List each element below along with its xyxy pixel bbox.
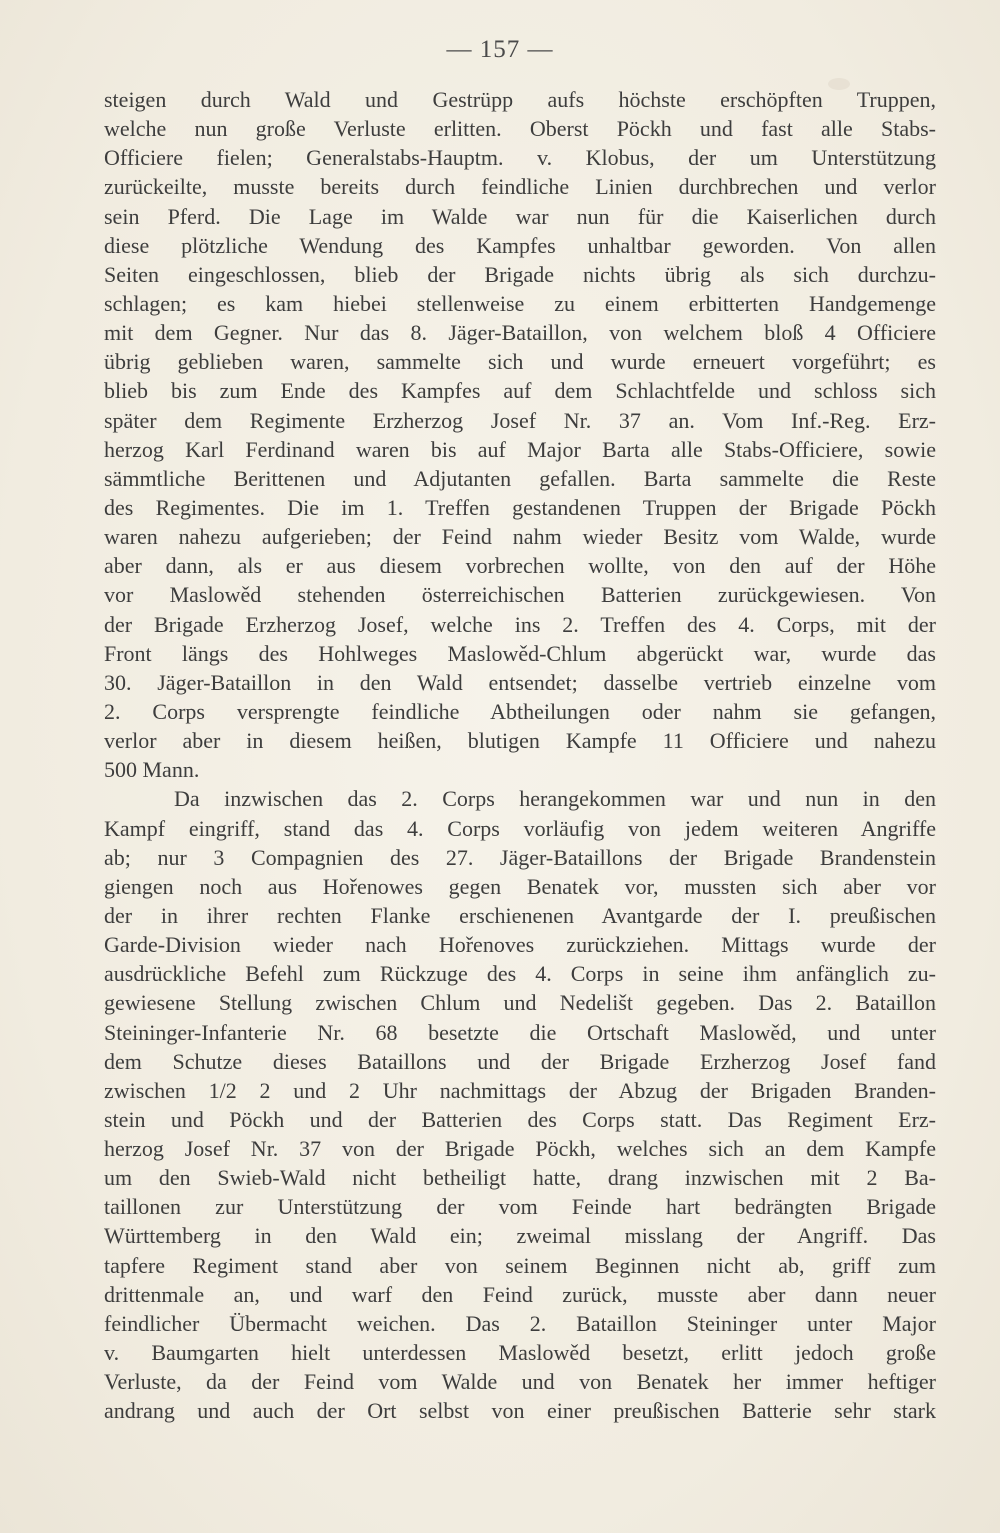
text-line: stein und Pöckh und der Batterien des Corps statt. Das Regiment Erz- — [104, 1106, 936, 1132]
text-line: schlagen; es kam hiebei stellenweise zu einem erbitterten Handgemenge — [104, 290, 936, 316]
text-line: dem Schutze dieses Bataillons und der Brigade Erzherzog Josef fand — [104, 1048, 936, 1074]
text-line: welche nun große Verluste erlitten. Oberst Pöckh und fast alle Stabs- — [104, 116, 936, 142]
text-line: 2. Corps versprengte feindliche Abtheilungen oder nahm sie gefangen, — [104, 698, 936, 724]
text-line: um den Swieb-Wald nicht betheiligt hatte, drang inzwischen mit 2 Ba- — [104, 1165, 936, 1191]
text-line: blieb bis zum Ende des Kampfes auf dem Schlachtfelde und schloss sich — [104, 378, 936, 404]
text-line: später dem Regimente Erzherzog Josef Nr. 37 an. Vom Inf.-Reg. Erz- — [104, 407, 936, 433]
text-line: Da inzwischen das 2. Corps herangekommen war und nun in den — [174, 786, 936, 812]
text-line: des Regimentes. Die im 1. Treffen gestandenen Truppen der Brigade Pöckh — [104, 494, 936, 520]
text-line: verlor aber in diesem heißen, blutigen Kampfe 11 Officiere und nahezu — [104, 728, 936, 754]
text-line: vor Maslowěd stehenden österreichischen Batterien zurückgewiesen. Von — [104, 582, 936, 608]
text-line: ab; nur 3 Compagnien des 27. Jäger-Bataillons der Brigade Brandenstein — [104, 844, 936, 870]
text-line: Seiten eingeschlossen, blieb der Brigade nichts übrig als sich durchzu- — [104, 261, 936, 287]
text-line: 500 Mann. — [104, 757, 200, 783]
text-line: andrang und auch der Ort selbst von einer preußischen Batterie sehr stark — [104, 1398, 936, 1424]
text-line: feindlicher Übermacht weichen. Das 2. Bataillon Steininger unter Major — [104, 1310, 936, 1336]
text-line: Front längs des Hohlweges Maslowěd-Chlum abgerückt war, wurde das — [104, 640, 936, 666]
text-line: Officiere fielen; Generalstabs-Hauptm. v. Klobus, der um Unterstützung — [104, 145, 936, 171]
text-line: Verluste, da der Feind vom Walde und von Benatek her immer heftiger — [104, 1369, 936, 1395]
text-line: drittenmale an, und warf den Feind zurück, musste aber dann neuer — [104, 1281, 936, 1307]
text-line: sämmtliche Berittenen und Adjutanten gefallen. Barta sammelte die Reste — [104, 465, 936, 491]
text-line: ausdrückliche Befehl zum Rückzuge des 4. Corps in seine ihm anfänglich zu- — [104, 961, 936, 987]
text-line: gewiesene Stellung zwischen Chlum und Nedelišt gegeben. Das 2. Bataillon — [104, 990, 936, 1016]
text-line: herzog Karl Ferdinand waren bis auf Major Barta alle Stabs-Officiere, sowie — [104, 436, 936, 462]
text-line: diese plötzliche Wendung des Kampfes unhaltbar geworden. Von allen — [104, 232, 936, 258]
text-line: giengen noch aus Hořenowes gegen Benatek vor, mussten sich aber vor — [104, 873, 936, 899]
text-line: der in ihrer rechten Flanke erschienenen Avantgarde der I. preußischen — [104, 902, 936, 928]
text-line: aber dann, als er aus diesem vorbrechen wollte, von den auf der Höhe — [104, 553, 936, 579]
text-line: zwischen 1/2 2 und 2 Uhr nachmittags der Abzug der Brigaden Branden- — [104, 1077, 936, 1103]
text-line: tapfere Regiment stand aber von seinem Beginnen nicht ab, griff zum — [104, 1252, 936, 1278]
text-line: zurückeilte, musste bereits durch feindliche Linien durchbrechen und verlor — [104, 174, 936, 200]
text-line: Garde-Division wieder nach Hořenoves zurückziehen. Mittags wurde der — [104, 932, 936, 958]
text-line: Kampf eingriff, stand das 4. Corps vorläufig von jedem weiteren Angriffe — [104, 815, 936, 841]
page-number: — 157 — — [446, 36, 554, 63]
text-line: herzog Josef Nr. 37 von der Brigade Pöckh, welches sich an dem Kampfe — [104, 1136, 936, 1162]
text-line: sein Pferd. Die Lage im Walde war nun für die Kaiserlichen durch — [104, 203, 936, 229]
body-text — [104, 85, 936, 1425]
text-line: Steininger-Infanterie Nr. 68 besetzte die Ortschaft Maslowěd, und unter — [104, 1019, 936, 1045]
text-line: waren nahezu aufgerieben; der Feind nahm wieder Besitz vom Walde, wurde — [104, 524, 936, 550]
text-line: steigen durch Wald und Gestrüpp aufs höchste erschöpften Truppen, — [104, 87, 936, 112]
text-line: 30. Jäger-Bataillon in den Wald entsendet; dasselbe vertrieb einzelne vom — [104, 669, 936, 695]
text-line: Württemberg in den Wald ein; zweimal misslang der Angriff. Das — [104, 1223, 936, 1249]
text-line: übrig geblieben waren, sammelte sich und wurde erneuert vorgeführt; es — [104, 349, 936, 375]
text-line: v. Baumgarten hielt unterdessen Maslowěd besetzt, erlitt jedoch große — [104, 1340, 936, 1366]
text-line: der Brigade Erzherzog Josef, welche ins 2. Treffen des 4. Corps, mit der — [104, 611, 936, 637]
text-line: mit dem Gegner. Nur das 8. Jäger-Bataillon, von welchem bloß 4 Officiere — [104, 320, 936, 346]
text-line: taillonen zur Unterstützung der vom Feinde hart bedrängten Brigade — [104, 1194, 936, 1220]
